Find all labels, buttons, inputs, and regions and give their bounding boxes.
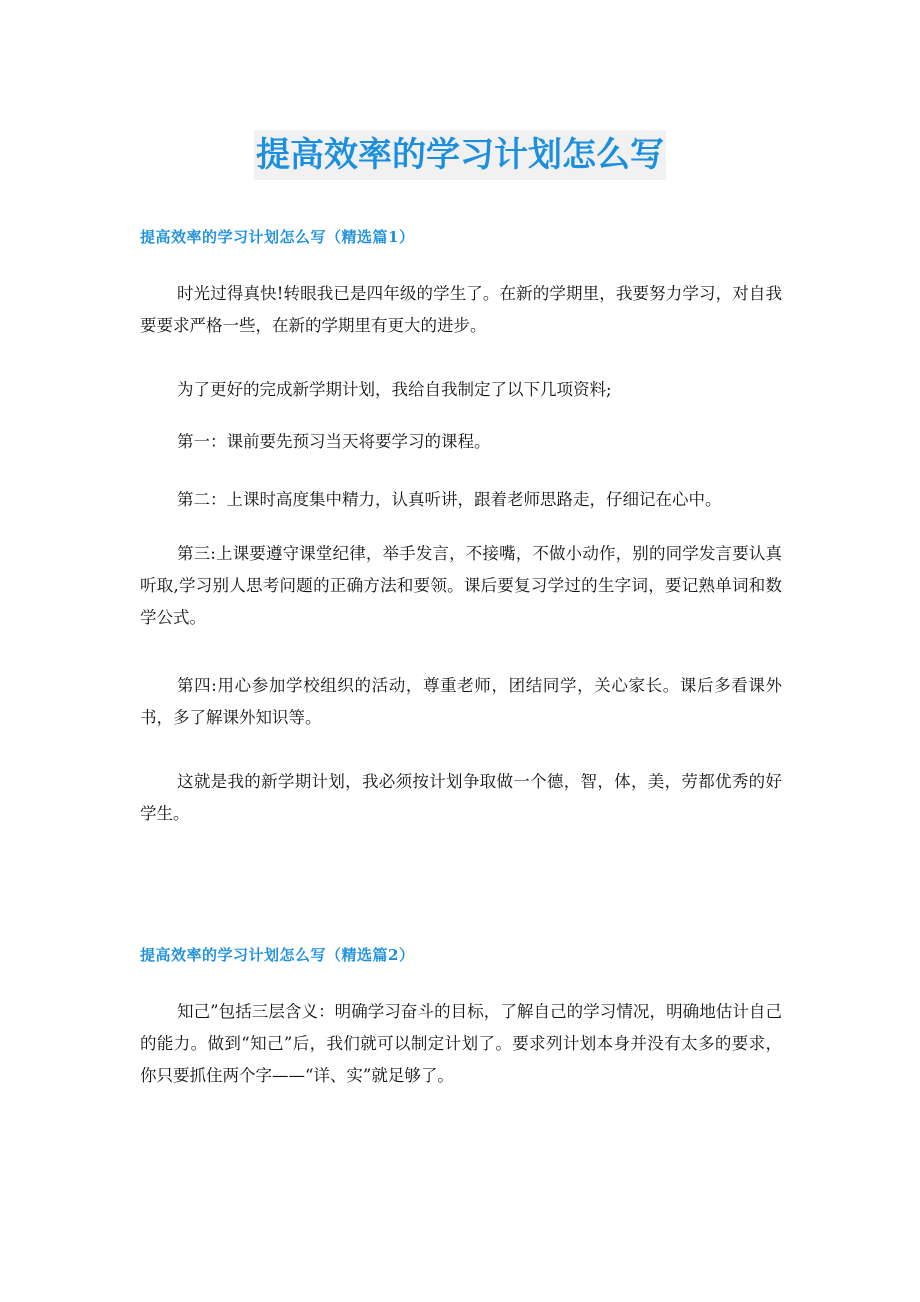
section-1-paragraph-6: 第四:用心参加学校组织的活动，尊重老师，团结同学，关心家长。课后多看课外书，多了解课外知识等。 — [140, 676, 782, 727]
section-1-paragraph-4: 第二：上课时高度集中精力，认真听讲，跟着老师思路走，仔细记在心中。 — [177, 490, 722, 509]
document-title-text: 提高效率的学习计划怎么写 — [254, 130, 666, 180]
section-1-paragraph-2: 为了更好的完成新学期计划，我给自我制定了以下几项资料; — [177, 380, 612, 399]
section-1-paragraph-5: 第三:上课要遵守课堂纪律，举手发言，不接嘴，不做小动作，别的同学发言要认真听取,学习别人思考问题的正确方法和要领。课后要复习学过的生字词，要记熟单词和数学公式。 — [140, 544, 782, 627]
section-1-paragraph-3: 第一：课前要先预习当天将要学习的课程。 — [177, 432, 491, 451]
section-2-paragraph-1: 知己”包括三层含义：明确学习奋斗的目标，了解自己的学习情况，明确地估计自己的能力。做到“知己”后，我们就可以制定计划了。要求列计划本身并没有太多的要求，你只要抓住两个字——“详、实”就足够了。 — [140, 1002, 782, 1085]
section-1-heading: 提高效率的学习计划怎么写（精选篇1） — [140, 228, 415, 246]
section-1-paragraph-7: 这就是我的新学期计划，我必须按计划争取做一个德，智，体，美，劳都优秀的好学生。 — [140, 772, 782, 823]
document-title — [0, 130, 920, 180]
section-2-heading: 提高效率的学习计划怎么写（精选篇2） — [140, 946, 415, 964]
section-1-paragraph-1: 时光过得真快!转眼我已是四年级的学生了。在新的学期里，我要努力学习，对自我要要求严格一些，在新的学期里有更大的进步。 — [140, 284, 782, 335]
